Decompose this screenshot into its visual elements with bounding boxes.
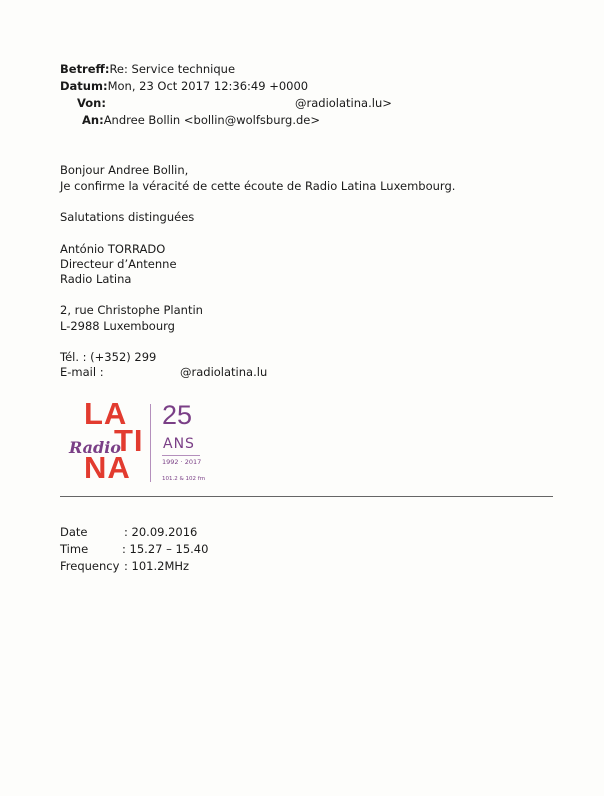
logo-script-radio: Radio xyxy=(69,438,121,457)
subject-value: Re: Service technique xyxy=(109,62,236,76)
address-line-2: L-2988 Luxembourg xyxy=(60,319,175,333)
logo-line-la: LA xyxy=(84,396,128,431)
detail-time-label: Time xyxy=(60,542,89,556)
detail-frequency-value: : 101.2MHz xyxy=(124,559,190,573)
logo-freq: 101.2 & 102 fm xyxy=(162,476,206,482)
date-label: Datum: xyxy=(60,79,108,93)
to-label: An: xyxy=(82,113,104,127)
subject-label: Betreff: xyxy=(60,62,110,76)
separator-line xyxy=(60,496,553,497)
signature-name: António TORRADO xyxy=(60,242,166,256)
logo-divider xyxy=(150,404,151,482)
from-value: @radiolatina.lu> xyxy=(295,96,392,110)
to-value: Andree Bollin <bollin@wolfsburg.de> xyxy=(103,113,320,127)
logo-ans: ANS xyxy=(163,436,195,452)
from-label: Von: xyxy=(77,96,106,110)
detail-date-label: Date xyxy=(60,525,88,539)
subject-line xyxy=(60,62,235,76)
radio-latina-logo xyxy=(69,396,270,490)
logo-rule xyxy=(162,455,200,456)
address-line-1: 2, rue Christophe Plantin xyxy=(60,303,203,317)
logo-line-ti: TI xyxy=(114,423,144,458)
logo-line-na: NA xyxy=(84,450,131,485)
date-value: Mon, 23 Oct 2017 12:36:49 +0000 xyxy=(107,79,309,93)
greeting: Bonjour Andree Bollin, xyxy=(60,163,189,177)
logo-range: 1992 · 2017 xyxy=(162,458,202,466)
email-value: @radiolatina.lu xyxy=(180,365,268,379)
detail-time-value: : 15.27 – 15.40 xyxy=(122,542,209,556)
body-line: Je confirme la véracité de cette écoute de Radio Latina Luxembourg. xyxy=(60,179,456,193)
to-line xyxy=(82,113,320,127)
detail-date-value: : 20.09.2016 xyxy=(124,525,198,539)
closing: Salutations distinguées xyxy=(60,210,195,224)
signature-title: Directeur d’Antenne xyxy=(60,257,177,271)
logo-years: 25 xyxy=(162,400,193,430)
telephone: Tél. : (+352) 299 xyxy=(60,350,157,364)
signature-company: Radio Latina xyxy=(60,272,132,286)
email-label: E-mail : xyxy=(60,365,104,379)
date-line xyxy=(60,79,308,93)
detail-frequency-label: Frequency xyxy=(60,559,120,573)
